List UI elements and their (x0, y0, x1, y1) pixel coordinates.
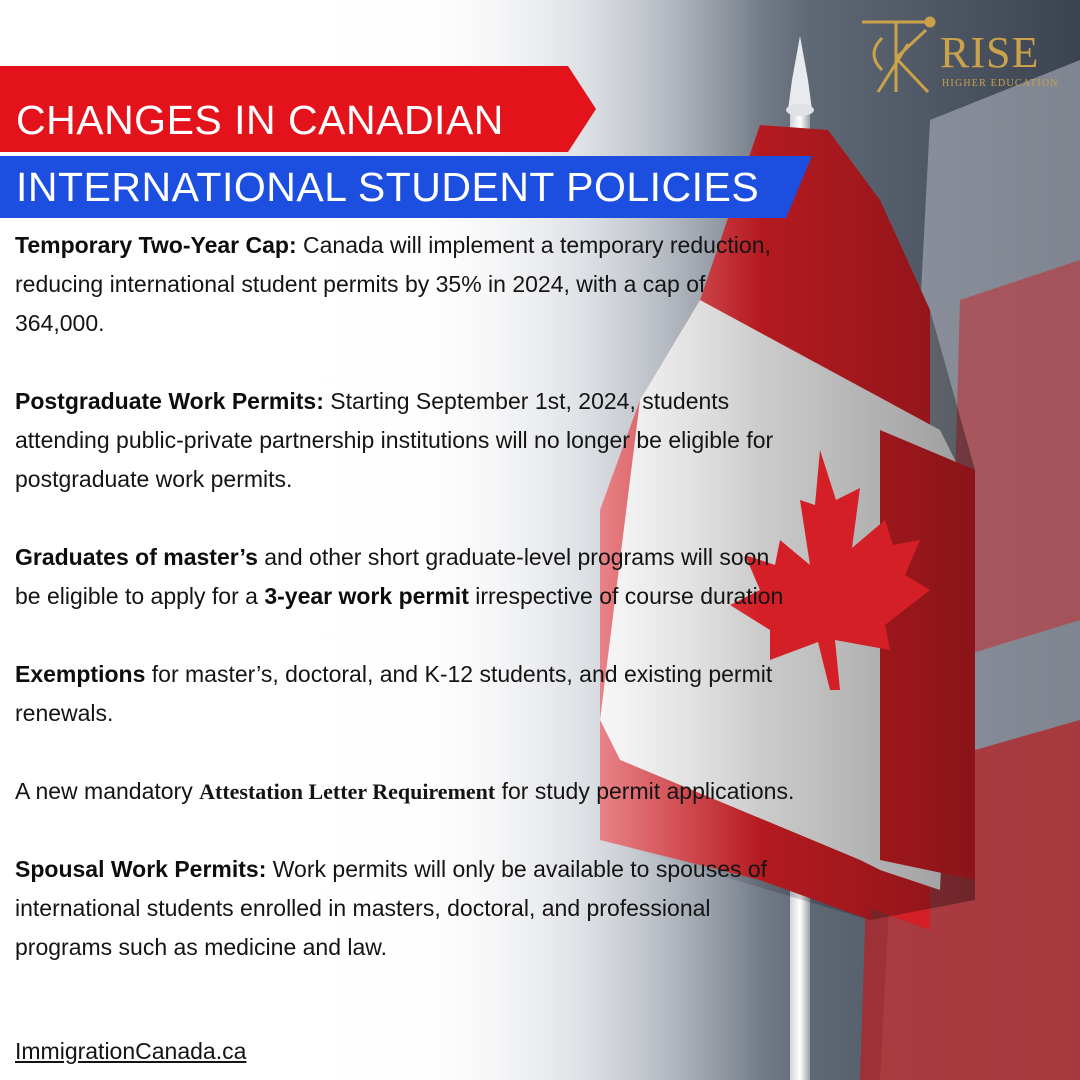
rise-logo (856, 14, 1070, 98)
source-link[interactable]: ImmigrationCanada.ca (15, 1038, 247, 1064)
policy-item-attestation (15, 772, 795, 811)
policy-item-exemptions (15, 655, 795, 733)
logo-wordmark: RISE (940, 28, 1040, 77)
item-text: Starting September 1st, 2024, students attending public-private partnership institutions will no longer be eligible for postgraduate work permits. (15, 388, 774, 492)
item-heading: Graduates of master’s (15, 544, 258, 570)
item-heading: Postgraduate Work Permits: (15, 388, 324, 414)
policy-item-masters (15, 538, 795, 616)
item-emphasis: Attestation Letter Requirement (199, 779, 496, 804)
item-text: for master’s, doctoral, and K-12 students, and existing permit renewals. (15, 661, 773, 726)
item-text-lead: A new mandatory (15, 778, 200, 804)
title-banner-red (0, 66, 600, 152)
item-text-tail: irrespective of course duration (468, 583, 784, 609)
policy-item-cap (15, 226, 795, 343)
policy-item-spousal (15, 850, 795, 967)
item-text: Work permits will only be available to spouses of international students enrolled in masters, doctoral, and professional programs such as medicine and law. (15, 856, 768, 960)
item-text: Canada will implement a temporary reduction, reducing international student permits by 35% in 2024, with a cap of 364,000. (15, 232, 771, 336)
item-text: and other short graduate-level programs will soon be eligible to apply for a (15, 544, 770, 609)
title-line-2: INTERNATIONAL STUDENT POLICIES (16, 164, 760, 210)
item-heading: Spousal Work Permits: (15, 856, 267, 882)
item-text: for study permit applications. (495, 778, 795, 804)
title-banner-blue (0, 156, 812, 218)
logo-tagline: HIGHER EDUCATION (942, 78, 1059, 89)
item-emphasis: 3-year work permit (264, 583, 469, 609)
policy-list (15, 226, 795, 967)
title-line-1: CHANGES IN CANADIAN (16, 97, 504, 143)
item-heading: Exemptions (15, 661, 146, 687)
policy-item-pgwp (15, 382, 795, 499)
rise-logo-mark (856, 14, 940, 98)
item-heading: Temporary Two-Year Cap: (15, 232, 297, 258)
